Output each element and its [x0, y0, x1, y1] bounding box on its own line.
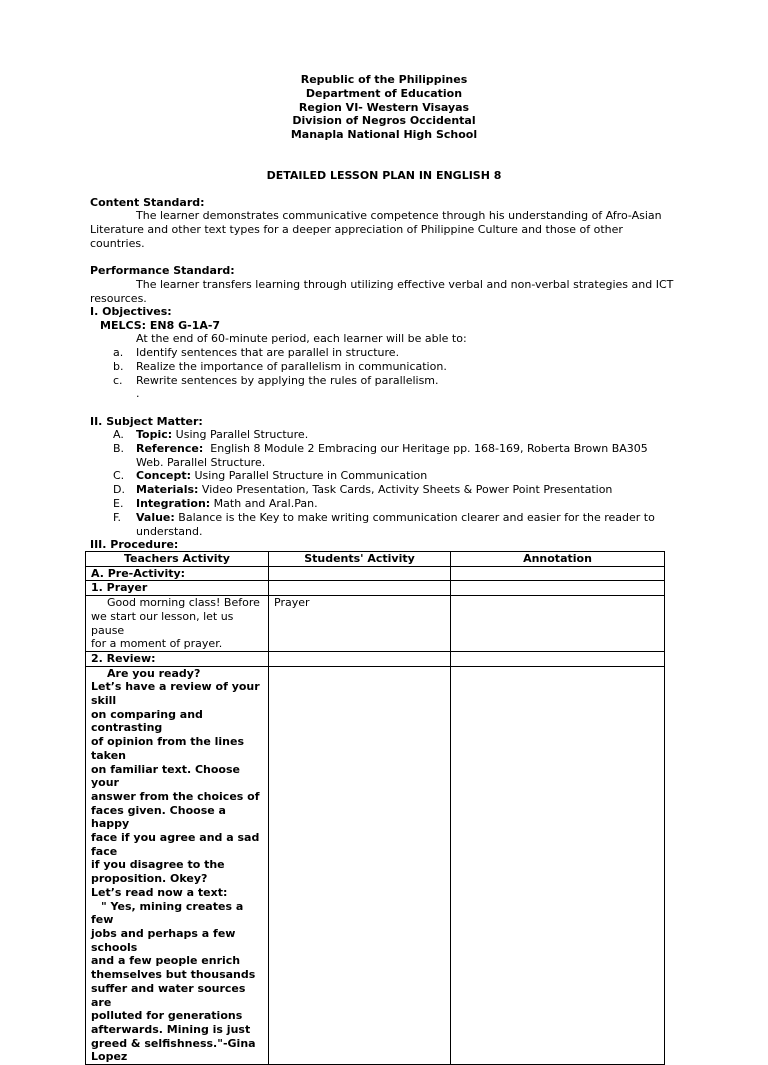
content-standard-line: The learner demonstrates communicative competence through his understanding of Afro-Asian: [136, 209, 662, 222]
review-question: Are you ready?: [107, 666, 201, 680]
subject-text: [136, 497, 318, 511]
subject-continuation: Web. Parallel Structure.: [136, 456, 266, 469]
header-school: Manapla National High School: [290, 128, 478, 141]
table-row: [86, 566, 665, 581]
subject-text: [136, 442, 648, 456]
objective-marker: c.: [113, 374, 123, 387]
subject-value: Balance is the Key to make writing communication clearer and easier for the reader to: [174, 511, 655, 524]
subject-item: [0, 511, 768, 539]
objective-marker: a.: [113, 346, 124, 359]
subject-value: Using Parallel Structure in Communication: [190, 469, 428, 482]
subject-item: [0, 428, 768, 442]
subject-text: [136, 511, 655, 525]
table-row: [86, 651, 665, 666]
subject-label: Topic:: [136, 428, 173, 441]
procedure-table: [85, 551, 665, 1065]
subject-marker: E.: [113, 497, 124, 510]
table-row: [86, 581, 665, 596]
table-cell: [269, 651, 451, 666]
pre-activity-label: A. Pre-Activity:: [86, 566, 269, 581]
melcs-code: MELCS: EN8 G-1A-7: [100, 319, 221, 332]
subject-text: [136, 483, 612, 497]
subject-item: [0, 442, 768, 470]
objectives-trailing-dot: .: [136, 387, 140, 400]
objective-marker: b.: [113, 360, 124, 373]
table-cell: [451, 651, 665, 666]
objective-text: Realize the importance of parallelism in communication.: [136, 360, 447, 373]
subject-matter-heading: II. Subject Matter:: [90, 415, 203, 428]
table-cell: [269, 581, 451, 596]
header-republic: Republic of the Philippines: [300, 73, 468, 86]
header-department: Department of Education: [305, 87, 463, 100]
page-title: DETAILED LESSON PLAN IN ENGLISH 8: [266, 169, 502, 182]
table-cell: [269, 566, 451, 581]
objective-item: [0, 360, 768, 374]
table-cell: [451, 566, 665, 581]
subject-value: Using Parallel Structure.: [172, 428, 309, 441]
objective-text: Rewrite sentences by applying the rules of parallelism.: [136, 374, 439, 387]
performance-standard-line: resources.: [90, 292, 147, 305]
objective-text: Identify sentences that are parallel in structure.: [136, 346, 400, 359]
content-standard-line: Literature and other text types for a deeper appreciation of Philippine Culture and those of other: [90, 223, 623, 236]
subject-item: [0, 497, 768, 511]
subject-value: Video Presentation, Task Cards, Activity Sheets & Power Point Presentation: [198, 483, 613, 496]
subject-item: [0, 469, 768, 483]
review-quote: " Yes, mining creates a few jobs and perhaps a few schools and a few people enrich themselves but thousands suffer and water sources are polluted for generations afterwards. Mining is just greed & selfishness."-Gina Lopez: [91, 899, 256, 1064]
subject-marker: C.: [113, 469, 125, 482]
content-standard-heading: Content Standard:: [90, 196, 205, 209]
column-header-students: Students' Activity: [269, 552, 451, 567]
prayer-teacher-cell: [86, 596, 269, 652]
subject-label: Reference:: [136, 442, 204, 455]
prayer-student-text: Prayer: [274, 596, 310, 610]
subject-marker: F.: [113, 511, 122, 524]
objective-item: [0, 346, 768, 360]
subject-marker: D.: [113, 483, 125, 496]
review-teacher-cell: [86, 666, 269, 1064]
subject-label: Materials:: [136, 483, 199, 496]
prayer-heading: 1. Prayer: [86, 581, 269, 596]
subject-marker: B.: [113, 442, 125, 455]
subject-text: [136, 469, 427, 483]
subject-text: [136, 428, 308, 442]
table-cell: [451, 666, 665, 1064]
procedure-heading: III. Procedure:: [90, 538, 179, 551]
table-cell: [451, 596, 665, 652]
subject-label: Integration:: [136, 497, 211, 510]
performance-standard-line: The learner transfers learning through utilizing effective verbal and non-verbal strategies and ICT: [136, 278, 674, 291]
subject-value: Math and Aral.Pan.: [210, 497, 318, 510]
header-region: Region VI- Western Visayas: [298, 101, 470, 114]
subject-label: Value:: [136, 511, 175, 524]
header-division: Division of Negros Occidental: [292, 114, 476, 127]
review-heading: 2. Review:: [86, 651, 269, 666]
subject-item: [0, 483, 768, 497]
column-header-annotation: Annotation: [451, 552, 665, 567]
table-cell: [269, 666, 451, 1064]
table-header-row: [86, 552, 665, 567]
table-cell: [451, 581, 665, 596]
subject-value: English 8 Module 2 Embracing our Heritage pp. 168-169, Roberta Brown BA305: [203, 442, 648, 455]
prayer-student-cell: [269, 596, 451, 652]
subject-marker: A.: [113, 428, 124, 441]
performance-standard-heading: Performance Standard:: [90, 264, 235, 277]
review-instructions: Let’s have a review of your skill on comparing and contrasting of opinion from the lines taken on familiar text. Choose your answer from the choices of faces given. Choose a happy face if you agree and a sad face if you disagree to the proposition. Okey? Let’s read now a text:: [91, 680, 260, 899]
objectives-intro: At the end of 60-minute period, each learner will be able to:: [136, 332, 467, 345]
table-row: [86, 666, 665, 1064]
prayer-teacher-text: Good morning class! Before we start our lesson, let us pause for a moment of prayer.: [91, 596, 260, 651]
subject-label: Concept:: [136, 469, 191, 482]
objectives-heading: I. Objectives:: [90, 305, 172, 318]
column-header-teachers: Teachers Activity: [86, 552, 269, 567]
subject-continuation: understand.: [136, 525, 203, 538]
table-row: [86, 596, 665, 652]
objective-item: [0, 374, 768, 388]
content-standard-line: countries.: [90, 237, 145, 250]
